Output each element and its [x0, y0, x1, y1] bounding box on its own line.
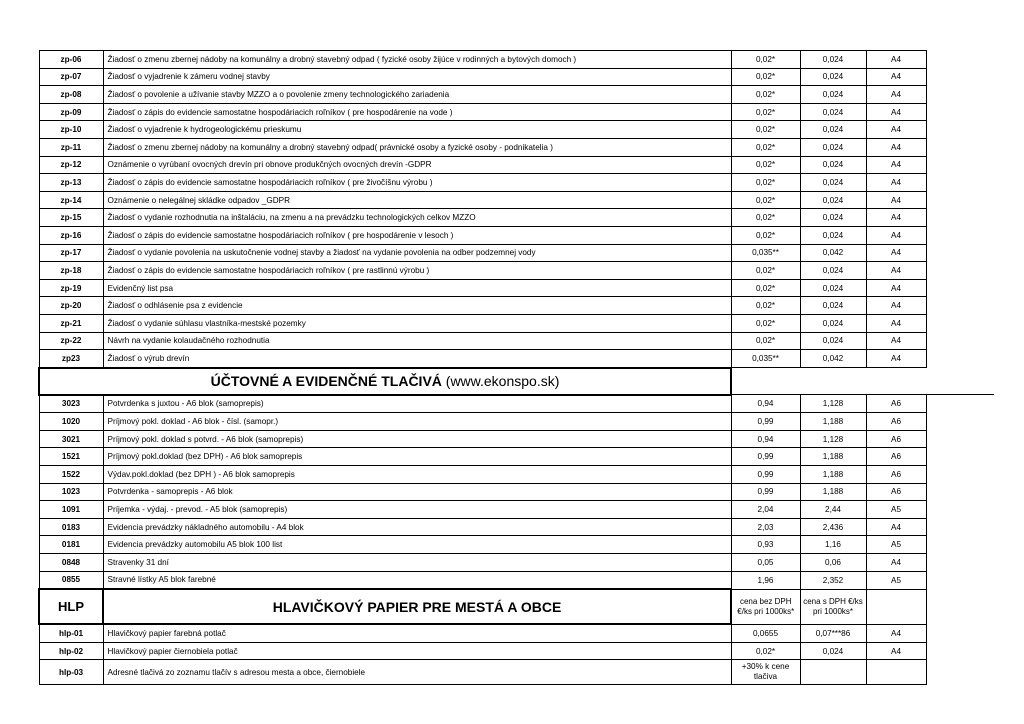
item-description: Príjmový pokl. doklad - A6 blok - čísl. (samopr.): [103, 413, 731, 431]
table-row: [39, 571, 994, 589]
price-with-vat: 2,44: [800, 501, 866, 519]
item-description: Žiadosť o zmenu zbernej nádoby na komunálny a drobný stavebný odpad( právnické osoby a fyzické osoby - podnikatelia ): [103, 138, 731, 156]
margin-cell: [926, 395, 994, 413]
margin-cell: [926, 536, 994, 554]
price-with-vat: 0,042: [800, 350, 866, 368]
item-code: zp-20: [39, 297, 103, 315]
table-row: [39, 244, 994, 262]
item-code: zp-12: [39, 156, 103, 174]
item-code: 0848: [39, 554, 103, 572]
margin-cell: [926, 121, 994, 139]
margin-cell: [926, 483, 994, 501]
table-row: [39, 518, 994, 536]
letterhead-section: [39, 624, 994, 685]
price-without-vat: 0,02*: [731, 314, 800, 332]
margin-cell: [926, 68, 994, 86]
item-description: Žiadosť o zápis do evidencie samostatne hospodáriacich roľníkov ( pre hospodárenie v lesoch ): [103, 226, 731, 244]
item-description: Oznámenie o vyrúbaní ovocných drevín pri obnove produkčných ovocných drevín -GDPR: [103, 156, 731, 174]
price-without-vat: 0,02*: [731, 121, 800, 139]
paper-format: A4: [866, 51, 926, 69]
price-with-vat: 1,188: [800, 483, 866, 501]
table-row: [39, 262, 994, 280]
paper-format: A4: [866, 86, 926, 104]
paper-format: A4: [866, 518, 926, 536]
table-row: [39, 395, 994, 413]
table-row: [39, 430, 994, 448]
col-header-format: [866, 589, 926, 624]
item-description: Adresné tlačivá zo zoznamu tlačív s adresou mesta a obce, čiernobiele: [103, 660, 731, 685]
paper-format: A4: [866, 121, 926, 139]
price-without-vat: 0,99: [731, 466, 800, 484]
price-with-vat: 0,024: [800, 103, 866, 121]
price-with-vat: 1,188: [800, 413, 866, 431]
table-row: [39, 68, 994, 86]
margin-cell: [926, 518, 994, 536]
paper-format: A4: [866, 314, 926, 332]
item-description: Žiadosť o výrub drevín: [103, 350, 731, 368]
section-title-text: ÚČTOVNÉ A EVIDENČNÉ TLAČIVÁ: [210, 373, 442, 390]
item-code: hlp-02: [39, 642, 103, 660]
price-with-vat: 0,024: [800, 138, 866, 156]
item-code: 0855: [39, 571, 103, 589]
price-without-vat: 0,0655: [731, 624, 800, 642]
item-description: Potvrdenka s juxtou - A6 blok (samoprepis): [103, 395, 731, 413]
item-code: zp-07: [39, 68, 103, 86]
margin-cell: [926, 138, 994, 156]
price-without-vat: 0,035**: [731, 350, 800, 368]
item-code: zp-16: [39, 226, 103, 244]
price-without-vat: 0,02*: [731, 191, 800, 209]
item-description: Evidencia prevádzky automobilu A5 blok 100 list: [103, 536, 731, 554]
item-description: Potvrdenka - samoprepis - A6 blok: [103, 483, 731, 501]
paper-format: A4: [866, 156, 926, 174]
table-row: [39, 209, 994, 227]
paper-format: A4: [866, 209, 926, 227]
table-row: [39, 350, 994, 368]
item-code: zp-15: [39, 209, 103, 227]
item-description: Žiadosť o vyjadrenie k hydrogeologickému prieskumu: [103, 121, 731, 139]
price-with-vat: 0,024: [800, 226, 866, 244]
item-code: zp-22: [39, 332, 103, 350]
section-title-letterhead: HLAVIČKOVÝ PAPIER PRE MESTÁ A OBCE: [103, 589, 731, 624]
item-description: Žiadosť o zápis do evidencie samostatne hospodáriacich roľníkov ( pre živočíšnu výrobu ): [103, 174, 731, 192]
item-code: zp-08: [39, 86, 103, 104]
price-without-vat: 0,02*: [731, 297, 800, 315]
price-without-vat: +30% k cene tlačiva: [731, 660, 800, 685]
margin-cell: [926, 156, 994, 174]
margin-cell: [926, 103, 994, 121]
margin-cell: [926, 174, 994, 192]
margin-cell: [926, 624, 994, 642]
price-with-vat: 0,042: [800, 244, 866, 262]
table-row: [39, 314, 994, 332]
paper-format: A4: [866, 174, 926, 192]
price-with-vat: 0,024: [800, 86, 866, 104]
table-row: [39, 536, 994, 554]
paper-format: A5: [866, 536, 926, 554]
section-header-spacer: [731, 368, 994, 395]
price-without-vat: 0,94: [731, 395, 800, 413]
price-without-vat: 1,96: [731, 571, 800, 589]
price-with-vat: 0,024: [800, 174, 866, 192]
item-description: Žiadosť o vydanie súhlasu vlastníka-mestské pozemky: [103, 314, 731, 332]
paper-format: A6: [866, 430, 926, 448]
table-row: [39, 642, 994, 660]
price-without-vat: 0,05: [731, 554, 800, 572]
margin-cell: [926, 191, 994, 209]
price-with-vat: 0,024: [800, 262, 866, 280]
price-without-vat: 0,02*: [731, 86, 800, 104]
paper-format: A5: [866, 571, 926, 589]
item-description: Žiadosť o vydanie rozhodnutia na inštaláciu, na zmenu a na prevádzku technologických celkov MZZO: [103, 209, 731, 227]
paper-format: A4: [866, 624, 926, 642]
item-code: 1023: [39, 483, 103, 501]
margin-cell: [926, 86, 994, 104]
price-without-vat: 0,93: [731, 536, 800, 554]
table-row: [39, 121, 994, 139]
item-code: zp-06: [39, 51, 103, 69]
margin-cell: [926, 226, 994, 244]
price-with-vat: 1,188: [800, 466, 866, 484]
item-code: hlp-01: [39, 624, 103, 642]
price-without-vat: 0,02*: [731, 51, 800, 69]
price-with-vat: 0,06: [800, 554, 866, 572]
price-with-vat: 0,07***86: [800, 624, 866, 642]
price-without-vat: 0,02*: [731, 209, 800, 227]
margin-cell: [926, 448, 994, 466]
item-code: hlp-03: [39, 660, 103, 685]
price-without-vat: 0,02*: [731, 226, 800, 244]
paper-format: A6: [866, 483, 926, 501]
paper-format: A4: [866, 642, 926, 660]
table-row: [39, 297, 994, 315]
table-row: [39, 279, 994, 297]
paper-format: A5: [866, 501, 926, 519]
price-with-vat: 2,352: [800, 571, 866, 589]
paper-format: A6: [866, 448, 926, 466]
table-row: [39, 448, 994, 466]
paper-format: [866, 660, 926, 685]
item-code: zp-17: [39, 244, 103, 262]
item-description: Žiadosť o odhlásenie psa z evidencie: [103, 297, 731, 315]
price-with-vat: 0,024: [800, 121, 866, 139]
price-without-vat: 0,99: [731, 413, 800, 431]
item-code: zp-21: [39, 314, 103, 332]
table-row: [39, 501, 994, 519]
price-with-vat: 2,436: [800, 518, 866, 536]
paper-format: A6: [866, 413, 926, 431]
paper-format: A4: [866, 68, 926, 86]
item-description: Hlavičkový papier farebná potlač: [103, 624, 731, 642]
item-code: 3023: [39, 395, 103, 413]
price-with-vat: 0,024: [800, 156, 866, 174]
paper-format: A6: [866, 466, 926, 484]
item-description: Hlavičkový papier čiernobiela potlač: [103, 642, 731, 660]
item-code: zp-14: [39, 191, 103, 209]
item-description: Žiadosť o zápis do evidencie samostatne hospodáriacich roľníkov ( pre hospodárenie na vode ): [103, 103, 731, 121]
item-description: Príjmový pokl. doklad s potvrd. - A6 blok (samoprepis): [103, 430, 731, 448]
item-description: Stravné lístky A5 blok farebné: [103, 571, 731, 589]
price-with-vat: 0,024: [800, 279, 866, 297]
margin-cell: [926, 660, 994, 685]
accounting-section-header: [39, 368, 994, 395]
margin-cell: [926, 571, 994, 589]
item-description: Žiadosť o zmenu zbernej nádoby na komunálny a drobný stavebný odpad ( fyzické osoby žijúce v rodinných a bytových domoch ): [103, 51, 731, 69]
paper-format: A4: [866, 103, 926, 121]
paper-format: A4: [866, 244, 926, 262]
table-row: [39, 86, 994, 104]
price-with-vat: 0,024: [800, 191, 866, 209]
item-description: Evidencia prevádzky nákladného automobilu - A4 blok: [103, 518, 731, 536]
table-row: [39, 413, 994, 431]
item-description: Návrh na vydanie kolaudačného rozhodnutia: [103, 332, 731, 350]
item-code: 1521: [39, 448, 103, 466]
price-without-vat: 0,02*: [731, 279, 800, 297]
margin-cell: [926, 554, 994, 572]
price-with-vat: 1,128: [800, 395, 866, 413]
price-without-vat: 0,99: [731, 448, 800, 466]
item-code: zp-11: [39, 138, 103, 156]
price-without-vat: 0,94: [731, 430, 800, 448]
margin-cell: [926, 314, 994, 332]
price-table: [38, 50, 994, 685]
item-description: Žiadosť o vyjadrenie k zámeru vodnej stavby: [103, 68, 731, 86]
item-code: 3021: [39, 430, 103, 448]
paper-format: A4: [866, 226, 926, 244]
table-row: [39, 191, 994, 209]
margin-cell: [926, 279, 994, 297]
price-with-vat: 0,024: [800, 332, 866, 350]
item-code: zp23: [39, 350, 103, 368]
item-description: Žiadosť o vydanie povolenia na uskutočnenie vodnej stavby a žiadosť na vydanie povolenia na odber podzemnej vody: [103, 244, 731, 262]
table-row: [39, 483, 994, 501]
price-with-vat: 1,128: [800, 430, 866, 448]
item-code: 1091: [39, 501, 103, 519]
price-with-vat: 0,024: [800, 642, 866, 660]
price-with-vat: 0,024: [800, 51, 866, 69]
section-code-hlp: HLP: [39, 589, 103, 624]
price-without-vat: 2,03: [731, 518, 800, 536]
price-without-vat: 0,02*: [731, 262, 800, 280]
paper-format: A4: [866, 262, 926, 280]
margin-cell: [926, 209, 994, 227]
price-with-vat: 0,024: [800, 297, 866, 315]
table-row: [39, 103, 994, 121]
item-description: Príjmový pokl.doklad (bez DPH) - A6 blok samoprepis: [103, 448, 731, 466]
item-code: 0183: [39, 518, 103, 536]
table-row: [39, 466, 994, 484]
section-url: (www.ekonspo.sk): [445, 373, 560, 390]
margin-cell: [926, 332, 994, 350]
price-with-vat: 0,024: [800, 209, 866, 227]
paper-format: A4: [866, 297, 926, 315]
price-with-vat: 1,188: [800, 448, 866, 466]
margin-cell: [926, 430, 994, 448]
price-without-vat: 0,02*: [731, 156, 800, 174]
price-without-vat: 0,99: [731, 483, 800, 501]
item-description: Príjemka - výdaj. - prevod. - A5 blok (samoprepis): [103, 501, 731, 519]
price-without-vat: 0,02*: [731, 68, 800, 86]
price-without-vat: 0,02*: [731, 174, 800, 192]
margin-cell: [926, 262, 994, 280]
table-row: [39, 51, 994, 69]
item-code: zp-19: [39, 279, 103, 297]
price-without-vat: 0,035**: [731, 244, 800, 262]
item-description: Evidenčný list psa: [103, 279, 731, 297]
margin-cell: [926, 466, 994, 484]
section-title-accounting: [39, 368, 731, 395]
margin-cell: [926, 244, 994, 262]
paper-format: A6: [866, 395, 926, 413]
table-row: [39, 554, 994, 572]
item-code: 1522: [39, 466, 103, 484]
item-description: Žiadosť o zápis do evidencie samostatne hospodáriacich roľníkov ( pre rastlinnú výrobu ): [103, 262, 731, 280]
item-code: 0181: [39, 536, 103, 554]
paper-format: A4: [866, 279, 926, 297]
price-without-vat: 0,02*: [731, 642, 800, 660]
table-row: [39, 138, 994, 156]
accounting-section: [39, 395, 994, 590]
margin-cell: [926, 350, 994, 368]
margin-cell: [926, 297, 994, 315]
paper-format: A4: [866, 332, 926, 350]
table-row: [39, 174, 994, 192]
col-header-price-vat: cena s DPH €/ks pri 1000ks*: [800, 589, 866, 624]
paper-format: A4: [866, 554, 926, 572]
col-header-price-no-vat: cena bez DPH €/ks pri 1000ks*: [731, 589, 800, 624]
price-without-vat: 0,02*: [731, 332, 800, 350]
price-list-page: [38, 50, 993, 685]
item-description: Stravenky 31 dní: [103, 554, 731, 572]
table-row: [39, 226, 994, 244]
item-code: zp-10: [39, 121, 103, 139]
price-without-vat: 2,04: [731, 501, 800, 519]
margin-cell: [926, 51, 994, 69]
table-row: [39, 624, 994, 642]
item-description: Výdav.pokl.doklad (bez DPH ) - A6 blok samoprepis: [103, 466, 731, 484]
item-code: 1020: [39, 413, 103, 431]
letterhead-section-header: [39, 589, 994, 624]
table-row: [39, 660, 994, 685]
paper-format: A4: [866, 138, 926, 156]
paper-format: A4: [866, 350, 926, 368]
zp-section: [39, 51, 994, 368]
margin-cell: [926, 501, 994, 519]
price-without-vat: 0,02*: [731, 103, 800, 121]
margin-cell: [926, 589, 994, 624]
paper-format: A4: [866, 191, 926, 209]
item-code: zp-09: [39, 103, 103, 121]
margin-cell: [926, 642, 994, 660]
item-description: Oznámenie o nelegálnej skládke odpadov _GDPR: [103, 191, 731, 209]
item-description: Žiadosť o povolenie a užívanie stavby MZZO a o povolenie zmeny technologického zariadenia: [103, 86, 731, 104]
margin-cell: [926, 413, 994, 431]
price-without-vat: 0,02*: [731, 138, 800, 156]
table-row: [39, 156, 994, 174]
item-code: zp-18: [39, 262, 103, 280]
price-with-vat: 0,024: [800, 314, 866, 332]
price-with-vat: [800, 660, 866, 685]
price-with-vat: 1,16: [800, 536, 866, 554]
price-with-vat: 0,024: [800, 68, 866, 86]
table-row: [39, 332, 994, 350]
item-code: zp-13: [39, 174, 103, 192]
